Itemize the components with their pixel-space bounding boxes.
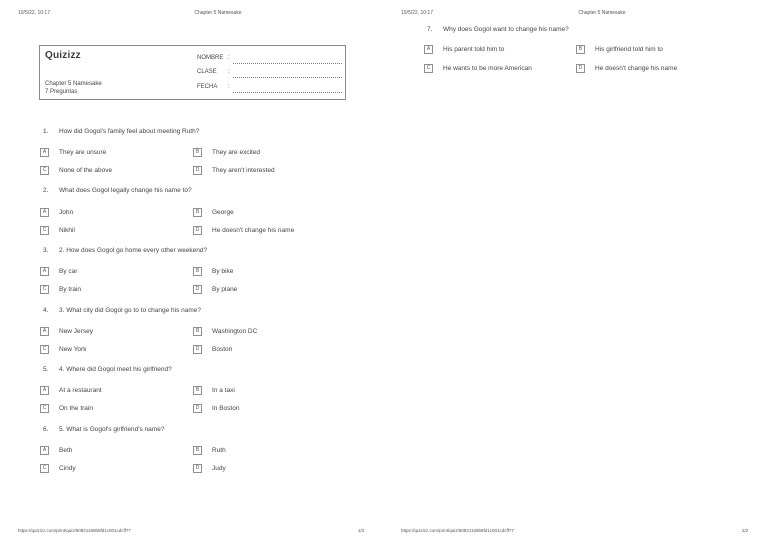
- option-text: They are excited: [212, 149, 261, 156]
- class-field[interactable]: [197, 68, 342, 78]
- option-text: In a taxi: [212, 387, 235, 394]
- option-letter: A: [40, 208, 49, 217]
- q7-option-a[interactable]: [424, 45, 574, 55]
- option-text: Ruth: [212, 447, 226, 454]
- option-letter: B: [193, 148, 202, 157]
- q7-option-d[interactable]: [576, 64, 726, 74]
- q1-option-c[interactable]: [40, 166, 190, 176]
- q6-option-a[interactable]: [40, 446, 190, 456]
- option-letter: A: [424, 45, 433, 54]
- option-text: He wants to be more American: [443, 65, 532, 72]
- q2-option-c[interactable]: [40, 226, 190, 236]
- option-letter: D: [193, 464, 202, 473]
- date-colon: :: [228, 84, 230, 90]
- question-text: 5. What is Gogol's girlfriend's name?: [59, 426, 165, 433]
- option-letter: C: [40, 404, 49, 413]
- option-text: Cindy: [59, 465, 76, 472]
- question-number: 3.: [43, 247, 49, 254]
- q5-option-b[interactable]: [193, 386, 343, 396]
- option-letter: C: [40, 464, 49, 473]
- q3-option-a[interactable]: [40, 267, 190, 277]
- q5-option-c[interactable]: [40, 404, 190, 414]
- q5-option-d[interactable]: [193, 404, 343, 414]
- q6-option-d[interactable]: [193, 464, 343, 474]
- option-text: George: [212, 209, 234, 216]
- header-title: Chapter 5 Namesake: [578, 10, 626, 16]
- option-letter: A: [40, 386, 49, 395]
- option-letter: A: [40, 327, 49, 336]
- option-text: They aren't interested: [212, 167, 275, 174]
- option-letter: D: [193, 166, 202, 175]
- option-letter: B: [576, 45, 585, 54]
- q2-option-a[interactable]: [40, 208, 190, 218]
- q1-option-d[interactable]: [193, 166, 343, 176]
- option-letter: D: [576, 64, 585, 73]
- option-text: They are unsure: [59, 149, 107, 156]
- footer-url[interactable]: https://quizizz.com/print/quiz/60821169b9fd1c001cdcff77: [18, 528, 131, 533]
- footer-page-number: 1/2: [358, 528, 365, 533]
- option-text: His parent told him to: [443, 46, 505, 53]
- quizizz-logo: Quizizz: [45, 50, 81, 61]
- header-date: 10/5/22, 10:17: [18, 10, 50, 16]
- q4-option-c[interactable]: [40, 345, 190, 355]
- q2-option-d[interactable]: [193, 226, 343, 236]
- q4-option-b[interactable]: [193, 327, 343, 337]
- question-number: 1.: [43, 128, 49, 135]
- q2-option-b[interactable]: [193, 208, 343, 218]
- option-letter: D: [193, 285, 202, 294]
- option-text: He doesn't change his name: [595, 65, 678, 72]
- q7-option-b[interactable]: [576, 45, 726, 55]
- option-text: By bike: [212, 268, 234, 275]
- option-text: John: [59, 209, 74, 216]
- option-text: He doesn't change his name: [212, 227, 295, 234]
- date-field[interactable]: [197, 83, 342, 93]
- q3-option-b[interactable]: [193, 267, 343, 277]
- option-text: By plane: [212, 286, 238, 293]
- question-number: 5.: [43, 366, 49, 373]
- date-line: [233, 92, 342, 93]
- name-colon: :: [228, 55, 230, 61]
- option-letter: B: [193, 446, 202, 455]
- question-number: 2.: [43, 187, 49, 194]
- option-text: Judy: [212, 465, 226, 472]
- option-text: New Jersey: [59, 328, 93, 335]
- option-text: Washington DC: [212, 328, 258, 335]
- name-field[interactable]: [197, 54, 342, 64]
- q4-option-a[interactable]: [40, 327, 190, 337]
- header-title: Chapter 5 Namesake: [194, 10, 242, 16]
- option-text: New York: [59, 346, 87, 353]
- class-colon: :: [228, 69, 230, 75]
- option-letter: B: [193, 208, 202, 217]
- q3-option-c[interactable]: [40, 285, 190, 295]
- question-text: Why does Gogol want to change his name?: [443, 26, 569, 33]
- question-text: What does Gogol legally change his name to?: [59, 187, 192, 194]
- question-number: 7.: [427, 26, 433, 33]
- question-number: 6.: [43, 426, 49, 433]
- question-text: How did Gogol's family feel about meeting Ruth?: [59, 128, 200, 135]
- option-text: By car: [59, 268, 78, 275]
- name-label: NOMBRE: [197, 55, 224, 61]
- option-letter: A: [40, 446, 49, 455]
- q6-option-b[interactable]: [193, 446, 343, 456]
- q6-option-c[interactable]: [40, 464, 190, 474]
- option-letter: A: [40, 148, 49, 157]
- option-letter: C: [40, 226, 49, 235]
- option-text: At a restaurant: [59, 387, 102, 394]
- question-text: 3. What city did Gogol go to to change his name?: [59, 307, 202, 314]
- option-text: His girlfriend told him to: [595, 46, 663, 53]
- question-text: 2. How does Gogol go home every other weekend?: [59, 247, 208, 254]
- question-count: 7 Preguntas: [45, 89, 78, 95]
- option-text: Beth: [59, 447, 73, 454]
- q1-option-b[interactable]: [193, 148, 343, 158]
- option-text: None of the above: [59, 167, 113, 174]
- footer-page-number: 2/2: [742, 528, 749, 533]
- question-number: 4.: [43, 307, 49, 314]
- print-page-2: [384, 0, 768, 543]
- header-date: 10/5/22, 10:17: [401, 10, 433, 16]
- footer-url[interactable]: https://quizizz.com/print/quiz/60821169b9fd1c001cdcff77: [401, 528, 514, 533]
- option-letter: A: [40, 267, 49, 276]
- option-letter: B: [193, 327, 202, 336]
- class-label: CLASE: [197, 69, 217, 75]
- q7-option-c[interactable]: [424, 64, 574, 74]
- option-text: In Boston: [212, 405, 240, 412]
- option-text: Nikhil: [59, 227, 75, 234]
- option-letter: C: [40, 345, 49, 354]
- option-letter: B: [193, 386, 202, 395]
- option-letter: C: [424, 64, 433, 73]
- quiz-info-box: [39, 45, 346, 100]
- option-letter: D: [193, 226, 202, 235]
- quiz-title: Chapter 5 Namesake: [45, 81, 102, 87]
- q5-option-a[interactable]: [40, 386, 190, 396]
- q3-option-d[interactable]: [193, 285, 343, 295]
- q4-option-d[interactable]: [193, 345, 343, 355]
- option-letter: C: [40, 166, 49, 175]
- class-line: [233, 77, 342, 78]
- option-text: Boston: [212, 346, 233, 353]
- option-text: On the train: [59, 405, 93, 412]
- q1-option-a[interactable]: [40, 148, 190, 158]
- question-text: 4. Where did Gogol meet his girlfriend?: [59, 366, 172, 373]
- option-letter: C: [40, 285, 49, 294]
- option-letter: B: [193, 267, 202, 276]
- name-line: [233, 63, 342, 64]
- date-label: FECHA: [197, 84, 218, 90]
- option-text: By train: [59, 286, 82, 293]
- option-letter: D: [193, 404, 202, 413]
- option-letter: D: [193, 345, 202, 354]
